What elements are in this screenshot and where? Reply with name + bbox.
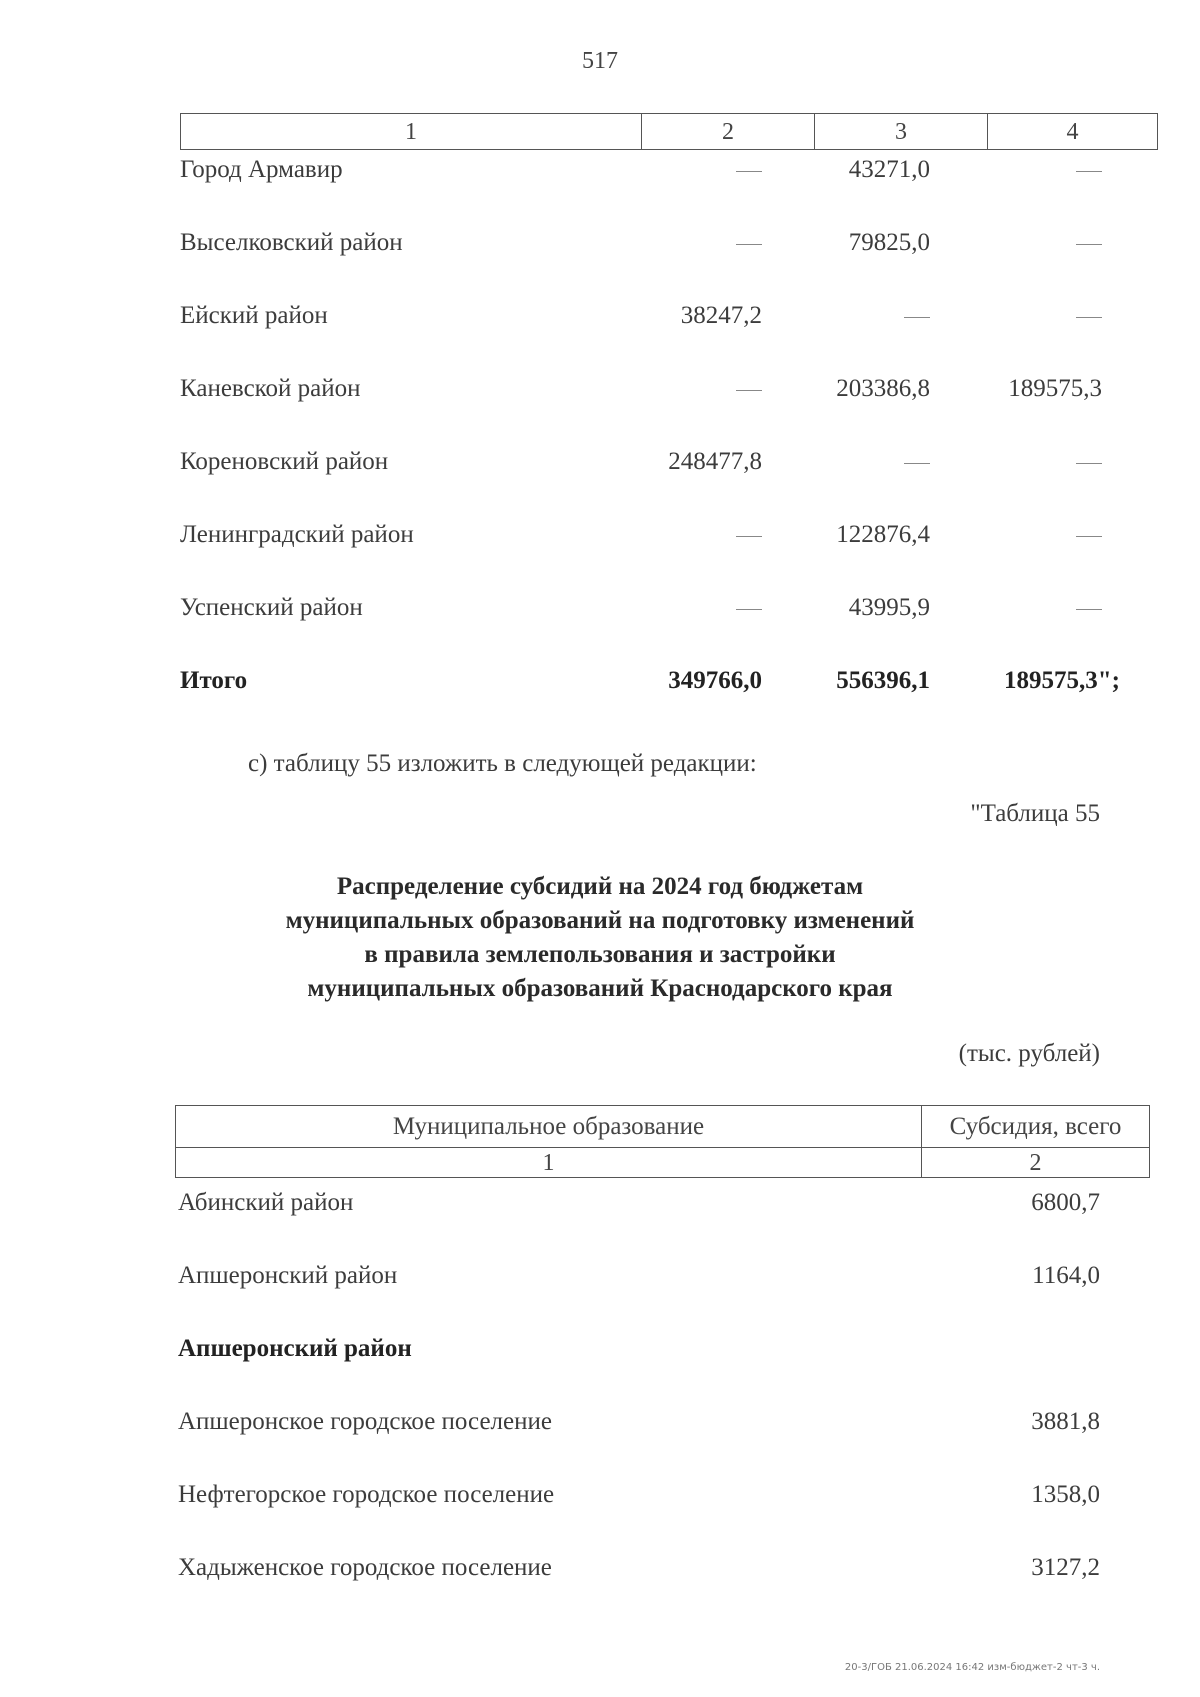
table2-col-name: Муниципальное образование xyxy=(176,1106,922,1148)
row-c4 xyxy=(1076,299,1102,333)
table1-col4: 4 xyxy=(988,114,1158,150)
table2-num-1: 1 xyxy=(176,1148,922,1178)
dash-mark xyxy=(1076,609,1102,610)
row-c4 xyxy=(1076,591,1102,625)
row-c3: 43995,9 xyxy=(848,594,930,621)
row-c3 xyxy=(904,445,930,479)
row-c2 xyxy=(736,518,762,552)
title-line: в правила землепользования и застройки xyxy=(364,941,836,968)
row-name: Ленинградский район xyxy=(180,521,414,548)
dash-mark xyxy=(904,463,930,464)
row-value: 6800,7 xyxy=(1031,1189,1100,1216)
table1-col2: 2 xyxy=(642,114,815,150)
row-c3: 79825,0 xyxy=(848,229,930,256)
dash-mark xyxy=(1076,536,1102,537)
row-c2: 38247,2 xyxy=(680,302,762,329)
row-c2 xyxy=(736,372,762,406)
row-value: 1164,0 xyxy=(1032,1262,1100,1289)
row-value: 3127,2 xyxy=(1031,1554,1100,1581)
row-name: Нефтегорское городское поселение xyxy=(178,1481,555,1508)
table-row xyxy=(0,518,1200,552)
table-group-heading xyxy=(0,1332,1200,1366)
dash-mark xyxy=(736,390,762,391)
total-label: Итого xyxy=(180,667,248,694)
row-c2 xyxy=(736,591,762,625)
instruction-text: с) таблицу 55 изложить в следующей редакции: xyxy=(248,750,757,777)
units-label: (тыс. рублей) xyxy=(958,1040,1100,1067)
row-c2 xyxy=(736,226,762,260)
table-row xyxy=(0,1186,1200,1220)
dash-mark xyxy=(736,171,762,172)
row-name: Кореновский район xyxy=(180,448,389,475)
row-c4 xyxy=(1076,445,1102,479)
table-row xyxy=(0,1551,1200,1585)
table-title xyxy=(200,870,1000,1006)
row-c4 xyxy=(1076,153,1102,187)
dash-mark xyxy=(736,609,762,610)
table-label: "Таблица 55 xyxy=(970,800,1100,827)
title-line: муниципальных образований на подготовку изменений xyxy=(285,907,915,934)
table-row xyxy=(0,1478,1200,1512)
table-row xyxy=(0,299,1200,333)
dash-mark xyxy=(736,244,762,245)
row-name: Каневской район xyxy=(180,375,361,402)
total-c4: 189575,3"; xyxy=(1004,667,1120,694)
dash-mark xyxy=(1076,463,1102,464)
row-name: Успенский район xyxy=(180,594,363,621)
title-line: муниципальных образований Краснодарского края xyxy=(307,975,893,1002)
table-total-row xyxy=(0,664,1200,698)
total-c3: 556396,1 xyxy=(836,667,930,694)
title-line: Распределение субсидий на 2024 год бюджетам xyxy=(336,873,864,900)
row-value: 3881,8 xyxy=(1031,1408,1100,1435)
table1-col3: 3 xyxy=(815,114,988,150)
dash-mark xyxy=(736,536,762,537)
table2-col-subsidy: Субсидия, всего xyxy=(922,1106,1150,1148)
group-heading: Апшеронский район xyxy=(178,1335,412,1362)
page-number: 517 xyxy=(582,48,618,74)
dash-mark xyxy=(1076,244,1102,245)
row-c4 xyxy=(1076,226,1102,260)
dash-mark xyxy=(1076,171,1102,172)
table-row xyxy=(0,1259,1200,1293)
row-name: Выселковский район xyxy=(180,229,403,256)
row-c4: 189575,3 xyxy=(1008,375,1102,402)
row-c2 xyxy=(736,153,762,187)
table-row xyxy=(0,445,1200,479)
row-value: 1358,0 xyxy=(1031,1481,1100,1508)
dash-mark xyxy=(904,317,930,318)
row-c4 xyxy=(1076,518,1102,552)
dash-mark xyxy=(1076,317,1102,318)
row-name: Абинский район xyxy=(178,1189,354,1216)
table-row xyxy=(0,591,1200,625)
row-name: Хадыженское городское поселение xyxy=(178,1554,552,1581)
row-name: Апшеронское городское поселение xyxy=(178,1408,552,1435)
table1-col1: 1 xyxy=(181,114,642,150)
row-c2: 248477,8 xyxy=(668,448,762,475)
row-name: Ейский район xyxy=(180,302,328,329)
table1-header xyxy=(180,113,1158,150)
table-row xyxy=(0,1405,1200,1439)
table2-header xyxy=(175,1105,1150,1178)
row-c3 xyxy=(904,299,930,333)
table-row xyxy=(0,153,1200,187)
row-c3: 43271,0 xyxy=(848,156,930,183)
table-row xyxy=(0,372,1200,406)
row-c3: 122876,4 xyxy=(836,521,930,548)
table-row xyxy=(0,226,1200,260)
footer-stamp: 20-3/ГОБ 21.06.2024 16:42 изм-бюджет-2 чт-3 ч. xyxy=(844,1662,1100,1673)
row-name: Город Армавир xyxy=(180,156,343,183)
row-c3: 203386,8 xyxy=(836,375,930,402)
table2-num-2: 2 xyxy=(922,1148,1150,1178)
row-name: Апшеронский район xyxy=(178,1262,398,1289)
total-c2: 349766,0 xyxy=(668,667,762,694)
